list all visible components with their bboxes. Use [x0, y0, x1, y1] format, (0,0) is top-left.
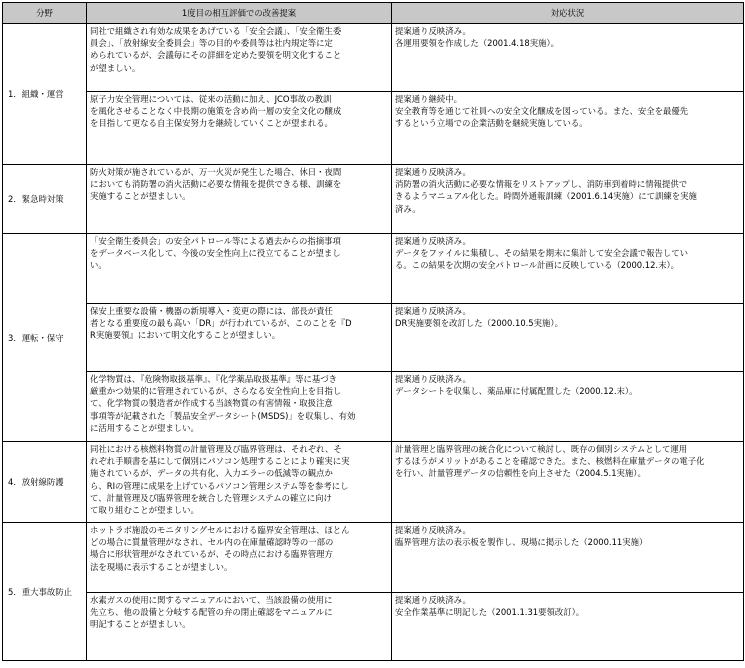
- category-cell: 2．緊急時対策: [3, 165, 87, 234]
- proposal-line: められているが、会議毎にその詳細を定めた要領を明文化すること: [90, 50, 342, 61]
- proposal-cell: [87, 523, 392, 593]
- response-line: 済み。: [395, 203, 421, 214]
- response-line: 提案通り反映済み。: [395, 236, 471, 246]
- response-line: 提案通り反映済み。: [395, 306, 471, 316]
- proposal-line: て、計量管理及び臨界管理を統合した管理システムの確立に向け: [90, 492, 332, 503]
- response-cell: [392, 234, 744, 304]
- proposal-line: 化学物質は、『危険物取扱基準』、『化学薬品取扱基準』等に基づき: [90, 374, 338, 384]
- proposal-cell: [87, 24, 392, 92]
- proposal-line: 場合に形状管理がなされているが、その時点における臨界管理方: [90, 549, 333, 560]
- proposal-line: 保安上重要な設備・機器の新規導入・変更の際には、部長が責任: [90, 306, 333, 316]
- category-cell: 5．重大事故防止: [3, 523, 87, 661]
- proposal-line: に活用することが望ましい。: [90, 422, 199, 433]
- table-row: [3, 92, 744, 165]
- proposal-line: 法を現場に表示することが望ましい。: [90, 561, 233, 572]
- category-cell: 4．放射線防護: [3, 442, 87, 523]
- proposal-line: い。: [90, 260, 107, 271]
- proposal-cell: [87, 304, 392, 372]
- header-response: 対応状況: [392, 3, 744, 24]
- proposal-line: どの場合に質量管理がなされ、セル内の在庫量確認時等の一部の: [90, 537, 334, 548]
- table-row: [3, 593, 744, 661]
- table-row: [3, 442, 744, 523]
- response-cell: [392, 372, 744, 442]
- proposal-line: 水素ガスの使用に関するマニュアルにおいて、当該設備の使用に: [90, 595, 333, 605]
- response-cell: [392, 523, 744, 593]
- header-proposal: 1度目の相互評価での改善提案: [87, 3, 392, 24]
- proposal-line: を風化させることなく中長期の施策を含め尚一層の安全文化の醸成: [90, 106, 342, 117]
- response-line: データをファイルに集積し、その結果を期末に集計して安全会議で報告してい: [395, 248, 688, 259]
- proposal-cell: [87, 593, 392, 661]
- proposal-cell: [87, 165, 392, 234]
- proposal-line: 原子力安全管理については、従来の活動に加え、JCO事故の教訓: [90, 94, 332, 104]
- response-cell: [392, 24, 744, 92]
- proposal-cell: [87, 372, 392, 442]
- proposal-line: 施されているが、データの共有化、入力エラーの低減等の観点か: [90, 468, 333, 479]
- table-row: [3, 304, 744, 372]
- proposal-line: て取り組むことが望ましい。: [90, 505, 199, 516]
- response-line: 提案通り反映済み。: [395, 595, 471, 605]
- response-cell: [392, 92, 744, 165]
- proposal-line: 「安全衛生委員会」の安全パトロール等による過去からの指摘事項: [90, 236, 341, 246]
- proposal-cell: [87, 234, 392, 304]
- response-line: 消防署の消火活動に必要な情報をリストアップし、消防車到着時に情報提供で: [395, 179, 688, 190]
- response-cell: [392, 442, 744, 523]
- proposal-line: 者となる重要度の最も高い「DR」が行われているが、このことを『D: [90, 318, 352, 329]
- table-row: [3, 234, 744, 304]
- proposal-line: 明記することが望ましい。: [90, 619, 191, 630]
- category-cell: 1．組織・運営: [3, 24, 87, 165]
- response-line: 計量管理と臨界管理の統合化について検討し、既存の個別システムとして運用: [395, 444, 688, 454]
- response-line: データシートを収集し、薬品庫に付属配置した（2000.12.末）。: [395, 386, 638, 397]
- proposal-line: においても消防署の消火活動に必要な情報を提供できる様、訓練を: [90, 179, 342, 190]
- proposal-line: ら、RIの管理に成果を上げているパソコン管理システム等を参考にし: [90, 480, 349, 491]
- proposal-line: をデータベース化して、今後の安全性向上に役立てることが望まし: [90, 248, 341, 259]
- response-line: するという立場での企業活動を継続実施している。: [395, 118, 588, 129]
- proposal-cell: [87, 92, 392, 165]
- response-line: するほうがメリットがあることを確認できた。また、核燃料在庫量データの電子化: [395, 456, 705, 467]
- table-body: [3, 24, 744, 661]
- header-row: [3, 3, 744, 24]
- proposal-line: 同社で組織され有効な成果をあげている「安全会議」、「安全衛生委: [90, 26, 342, 36]
- response-cell: [392, 593, 744, 661]
- response-cell: [392, 165, 744, 234]
- proposal-line: R実施要領』において明文化することが望ましい。: [90, 330, 281, 341]
- response-line: 提案通り反映済み。: [395, 26, 471, 36]
- proposal-line: を目指して更なる自主保安努力を継続していくことが望まれる。: [90, 118, 333, 129]
- table-row: [3, 372, 744, 442]
- proposal-line: ホットラボ施設のモニタリングセルにおける臨界安全管理は、ほとん: [90, 525, 350, 535]
- response-line: を行い、計量管理データの信頼性を向上させた（2004.5.1実施）。: [395, 468, 646, 479]
- proposal-line: 事項等が記載された「製品安全データシート(MSDS)」を収集し、有効: [90, 410, 356, 421]
- response-line: きるようマニュアル化した。時間外通報訓練（2001.6.14実施）にて訓練を実施: [395, 191, 697, 202]
- table-row: [3, 24, 744, 92]
- response-line: 安全作業基準に明記した（2001.1.31要領改訂）。: [395, 607, 585, 618]
- response-cell: [392, 304, 744, 372]
- proposal-line: が望ましい。: [90, 62, 141, 73]
- table-row: [3, 165, 744, 234]
- response-line: DR実施要領を改訂した（2000.10.5実施）。: [395, 318, 563, 329]
- proposal-cell: [87, 442, 392, 523]
- proposal-line: れぞれ手順書を基にして個別にパソコン処理することにより確実に実: [90, 456, 350, 467]
- proposal-line: 先立ち、他の設備と分岐する配管の弁の閉止確認をマニュアルに: [90, 607, 333, 618]
- response-line: 提案通り反映済み。: [395, 374, 471, 384]
- response-line: 提案通り反映済み。: [395, 167, 471, 177]
- proposal-line: 同社における核燃料物質の計量管理及び臨界管理は、それぞれ、そ: [90, 444, 342, 454]
- proposal-line: 防火対策が施されているが、万一火災が発生した場合、休日・夜間: [90, 167, 342, 177]
- response-line: 各運用要領を作成した（2001.4.18実施）。: [395, 38, 560, 49]
- response-line: 提案通り継続中。: [395, 94, 462, 104]
- proposal-line: て、化学物質の製造者が作成する当該物質の有害情報・取扱注意: [90, 398, 333, 409]
- table-row: [3, 523, 744, 593]
- response-line: 安全教育等を通じて社員への安全文化醸成を図っている。また、安全を最優先: [395, 106, 689, 117]
- category-cell: 3．運転・保守: [3, 234, 87, 442]
- proposal-line: 厳重かつ効果的に管理されているが、さらなる安全性向上を目指し: [90, 386, 342, 397]
- proposal-line: 員会」、「放射線安全委員会」等の目的や委員等は社内規定等に定: [90, 38, 333, 49]
- header-category: 分野: [3, 3, 87, 24]
- peer-review-table: [2, 2, 744, 661]
- response-line: る。この結果を次期の安全パトロール計画に反映している（2000.12.末）。: [395, 260, 680, 271]
- response-line: 提案通り反映済み。: [395, 525, 471, 535]
- proposal-line: 実施することが望ましい。: [90, 191, 191, 202]
- response-line: 臨界管理方法の表示板を製作し、現場に掲示した（2000.11実施）: [395, 537, 648, 548]
